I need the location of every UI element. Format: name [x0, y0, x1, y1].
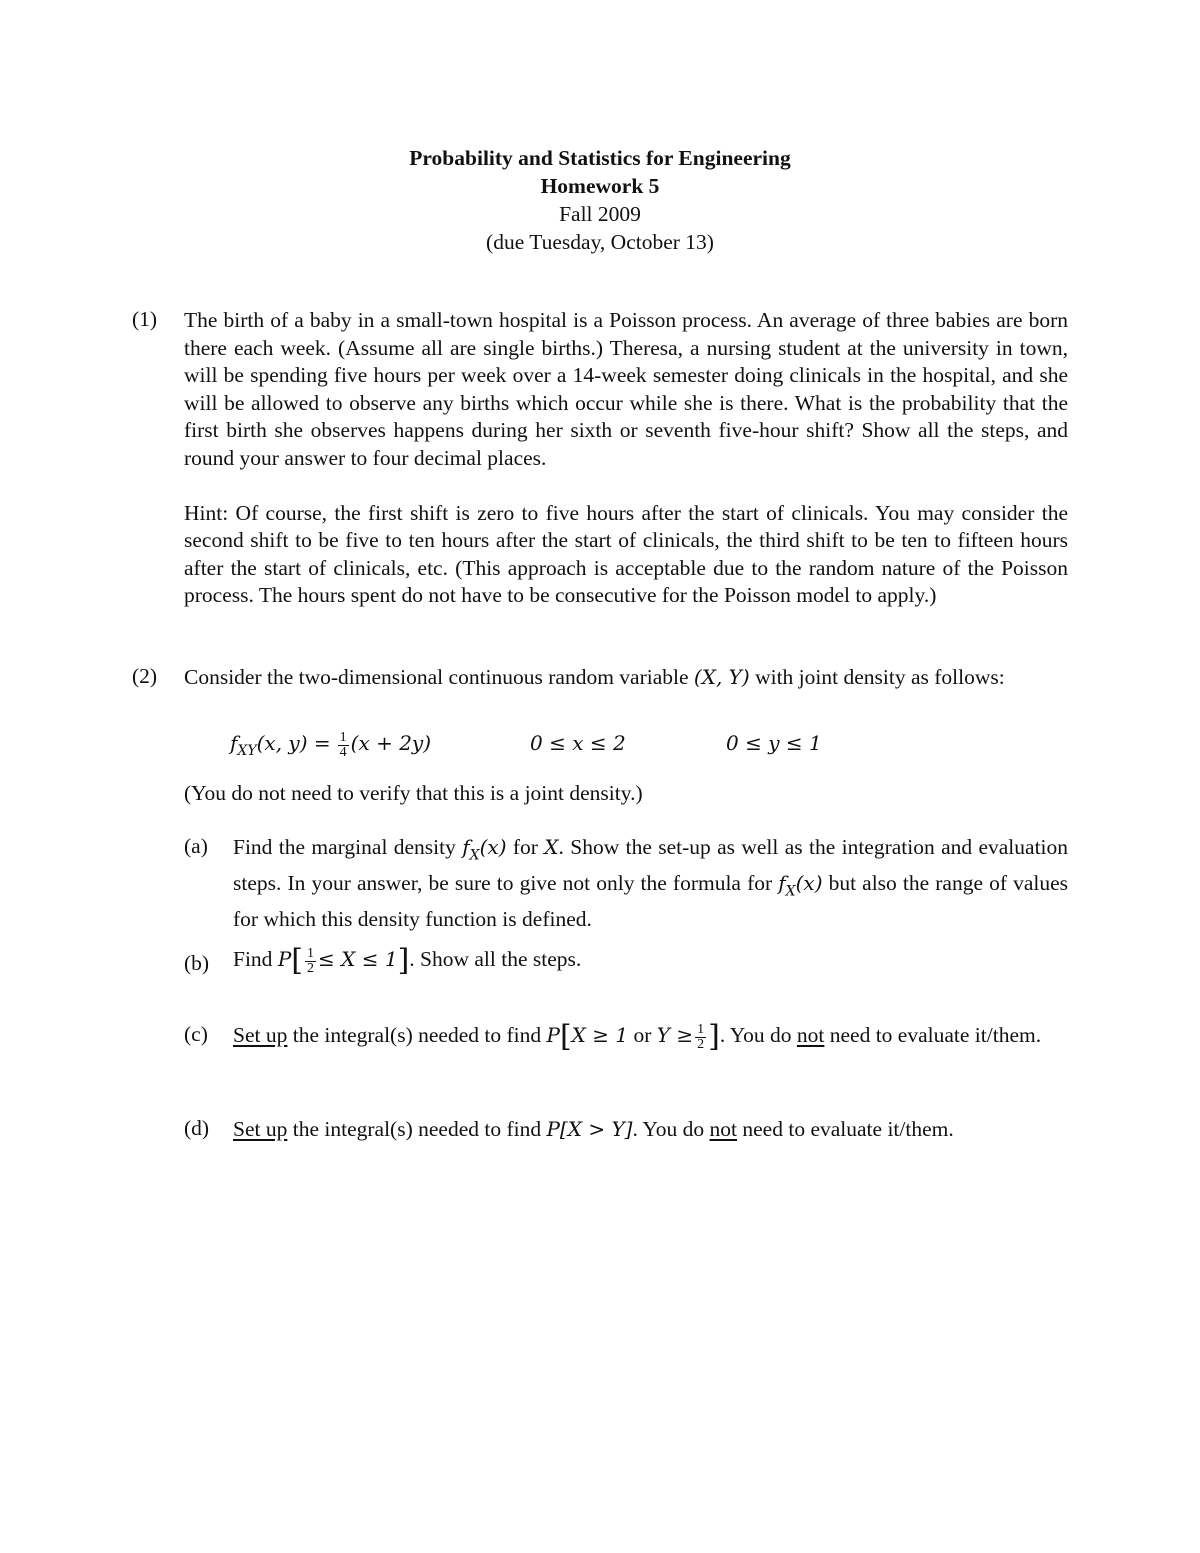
random-variable: (X, Y): [693, 665, 750, 689]
emphasis-setup: Set up: [233, 1023, 288, 1047]
problem-number: (2): [132, 664, 158, 688]
problem-2: [132, 664, 1068, 692]
part-d: [184, 1116, 1068, 1144]
problem-2-intro: [184, 664, 1068, 692]
term: Fall 2009: [559, 202, 641, 226]
problem-number: (1): [132, 307, 158, 331]
fraction: $\frac{1}{2}$: [307, 945, 314, 976]
course-title: Probability and Statistics for Engineering: [409, 146, 791, 170]
part-c: [184, 1017, 1068, 1055]
formula-rhs: (x + 2y): [350, 731, 432, 756]
part-label: (a): [184, 834, 208, 858]
fraction: $\frac{1}{2}$: [697, 1021, 705, 1052]
range-y: 0 ≤ y ≤ 1: [726, 731, 822, 755]
part-a: [184, 834, 1068, 933]
intro-text: with joint density as follows:: [755, 665, 1005, 689]
part-b-text: Find P[ $\frac{1}{2}$ ≤ X ≤ 1]. Show all the steps.: [233, 943, 582, 978]
part-a-text: Find the marginal density $f_X(x)$ for X. Show the set-up as well as the integration and evaluation steps. In your answer, be sure to give not only the formula for $f_X(x)$ but also the range of values for which this density function is defined.: [233, 835, 1069, 931]
part-label: (d): [184, 1116, 210, 1140]
part-d-text: Set up the integral(s) needed to find P[X > Y]. You do not need to evaluate it/them.: [233, 1117, 954, 1141]
homework-title: Homework 5: [540, 174, 660, 198]
note-text: (You do not need to verify that this is a joint density.): [184, 781, 643, 805]
part-label: (c): [184, 1022, 208, 1046]
emphasis-not: not: [709, 1117, 738, 1141]
emphasis-not: not: [796, 1023, 825, 1047]
intro-text: Consider the two-dimensional continuous random variable: [184, 665, 689, 689]
fraction: $\frac{1}{4}$: [339, 730, 347, 760]
formula-args: (x, y) =: [256, 731, 331, 756]
due-date: (due Tuesday, October 13): [486, 230, 714, 254]
problem-2-note: [132, 780, 1068, 808]
formula-subscript: XY: [237, 743, 257, 760]
part-b: [184, 943, 1068, 978]
problem-1: [132, 307, 1068, 610]
part-c-text: Set up the integral(s) needed to find P[X ≥ 1 or Y ≥ $\frac{1}{2}$ ]. You do not need to evaluate it/them.: [233, 1019, 1042, 1054]
problem-1-hint: Hint: Of course, the first shift is zero to five hours after the start of clinicals. You may consider the second shift to be five to ten hours after the start of clinicals, the third shift to be ten to fifteen hours after the start of clinicals, etc. (This approach is acceptable due to the random nature of the Poisson process. The hours spent do not have to be consecutive for the Poisson model to apply.): [184, 500, 1068, 608]
emphasis-setup: Set up: [233, 1117, 288, 1141]
range-x: 0 ≤ x ≤ 2: [530, 731, 626, 755]
document-header: [0, 144, 1200, 256]
part-label: (b): [184, 951, 210, 975]
problem-1-text: The birth of a baby in a small-town hospital is a Poisson process. An average of three babies are born there each week. (Assume all are single births.) Theresa, a nursing student at the university in town, will be spending five hours per week over a 14-week semester doing clinicals in the hospital, and she will be allowed to observe any births which occur while she is there. What is the probability that the first birth she observes happens during her sixth or seventh five-hour shift? Show all the steps, and round your answer to four decimal places.: [184, 308, 1068, 470]
formula-f: f: [230, 731, 238, 756]
